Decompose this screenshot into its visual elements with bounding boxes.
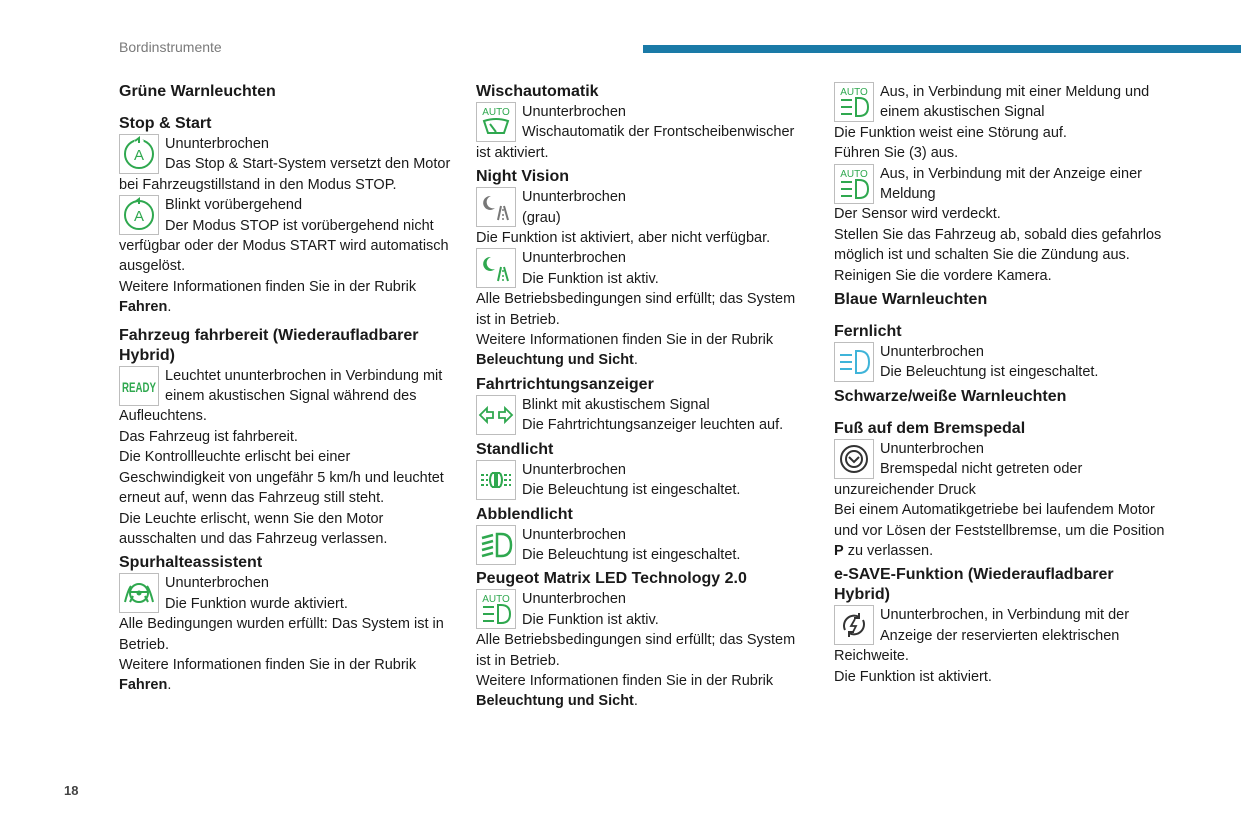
esave-p1: Die Funktion ist aktiviert.: [834, 668, 992, 685]
auto-light-p5: Reinigen Sie die vordere Kamera.: [834, 267, 1052, 284]
night-vision-p1: Die Funktion ist aktiviert, aber nicht verfügbar.: [476, 230, 771, 247]
stop-start-status-1: Ununterbrochen: [165, 136, 269, 152]
ready-p3: Die Leuchte erlischt, wenn Sie den Motor ausschalten und das Fahrzeug verlassen.: [119, 510, 388, 547]
matrix-led-text: Die Funktion ist aktiv.: [522, 611, 659, 628]
turn-signal-text: Die Fahrtrichtungsanzeiger leuchten auf.: [522, 417, 784, 434]
period: .: [167, 677, 172, 694]
parking-light-entry: [476, 460, 806, 501]
stop-start-text-1: Das Stop & Start-System versetzt den Motor bei Fahrzeugstillstand in den Modus STOP.: [119, 156, 451, 193]
black-white-warning-lights-title: Schwarze/weiße Warnleuchten: [834, 387, 1067, 405]
more-info-ref: Fahren: [119, 677, 168, 694]
lane-entry: [119, 573, 454, 614]
brake-pedal-p1: [834, 500, 1169, 561]
more-info-ref: Beleuchtung und Sicht: [476, 693, 634, 710]
matrix-led-heading: Peugeot Matrix LED Technology 2.0: [476, 570, 747, 588]
matrix-led-p1: Alle Betriebsbedingungen sind erfüllt; das System ist in Betrieb.: [476, 632, 796, 669]
wiper-text: Wischautomatik der Frontscheibenwischer ist aktiviert.: [476, 124, 795, 161]
stop-start-blink-icon: [119, 195, 159, 235]
brake-pedal-icon: [834, 439, 874, 479]
auto-label: AUTO: [482, 594, 510, 606]
night-vision-grey-icon: [476, 187, 516, 227]
auto-light-p2: Führen Sie (3) aus.: [834, 145, 959, 162]
matrix-led-entry: [476, 589, 806, 630]
brake-pedal-entry: [834, 439, 1169, 500]
dipped-beam-icon: [476, 525, 516, 565]
high-beam-entry: [834, 342, 1169, 383]
auto-light-off-entry-2: [834, 164, 1169, 205]
night-vision-text-1: (grau): [522, 209, 561, 226]
night-vision-status-2: Ununterbrochen: [522, 250, 626, 267]
turn-signal-entry: [476, 395, 806, 436]
dipped-beam-entry: [476, 525, 806, 566]
lane-assist-icon: [119, 573, 159, 613]
ready-p2: Die Kontrollleuchte erlischt bei einer Geschwindigkeit von ungefähr 5 km/h und leuchtet erneut auf, wenn das Fahrzeug still steht.: [119, 449, 444, 507]
high-beam-icon: [834, 342, 874, 382]
brake-pedal-status: Ununterbrochen: [880, 440, 984, 457]
ready-icon-label: READY: [122, 378, 157, 395]
column-1: [119, 82, 454, 696]
parking-light-heading: Standlicht: [476, 440, 554, 458]
gear-position-p: P: [834, 542, 844, 559]
night-vision-text-2: Die Funktion ist aktiv.: [522, 270, 659, 287]
ready-status: Leuchtet ununterbrochen in Verbindung mit einem akustischen Signal während des Aufleuchtens.: [119, 367, 443, 425]
brake-pedal-p1-text: Bei einem Automatikgetriebe bei laufendem Motor und vor Lösen der Feststellbremse, um die Position: [834, 502, 1165, 539]
stop-start-text-2: Der Modus STOP ist vorübergehend nicht verfügbar oder der Modus START wird automatisch ausgelöst.: [119, 217, 449, 275]
parking-light-status: Ununterbrochen: [522, 461, 626, 478]
ready-p1: Das Fahrzeug ist fahrbereit.: [119, 428, 298, 445]
auto-light-off-entry-1: [834, 82, 1169, 123]
stop-start-entry-1: [119, 134, 454, 195]
high-beam-heading: Fernlicht: [834, 323, 902, 341]
night-vision-entry-2: [476, 248, 806, 289]
matrix-led-status: Ununterbrochen: [522, 591, 626, 608]
column-3: [834, 82, 1169, 687]
svg-text:A: A: [133, 208, 145, 226]
auto-light-status-1: Aus, in Verbindung mit einer Meldung und einem akustischen Signal: [880, 84, 1150, 121]
auto-label: AUTO: [840, 87, 868, 98]
auto-light-p4: Stellen Sie das Fahrzeug ab, sobald dies gefahrlos möglich ist und schalten Sie die Zündung aus.: [834, 226, 1162, 264]
blue-warning-lights-title: Blaue Warnleuchten: [834, 291, 988, 309]
more-info-ref: Beleuchtung und Sicht: [476, 352, 634, 369]
parking-light-text: Die Beleuchtung ist eingeschaltet.: [522, 482, 741, 499]
matrix-led-auto-icon: [476, 589, 516, 629]
stop-start-heading: Stop & Start: [119, 115, 212, 132]
matrix-led-more-info: [476, 671, 806, 712]
dipped-beam-status: Ununterbrochen: [522, 526, 626, 543]
auto-light-p1: Die Funktion weist eine Störung auf.: [834, 124, 1067, 141]
dipped-beam-heading: Abblendlicht: [476, 505, 573, 523]
page-number: 18: [64, 783, 79, 798]
period: .: [633, 693, 638, 710]
period: .: [167, 299, 172, 316]
auto-light-p3: Der Sensor wird verdeckt.: [834, 206, 1001, 223]
period: .: [633, 352, 638, 369]
brake-pedal-p1-end: zu verlassen.: [847, 542, 934, 559]
lane-heading: Spurhalteassistent: [119, 554, 263, 572]
lane-more-info: [119, 655, 454, 696]
parking-light-icon: [476, 460, 516, 500]
wiper-entry: [476, 102, 806, 163]
brake-pedal-text: Bremspedal nicht getreten oder unzureichender Druck: [834, 461, 1083, 498]
esave-heading: e-SAVE-Funktion (Wiederaufladbarer Hybrid): [834, 566, 1114, 604]
more-info-text: Weitere Informationen finden Sie in der Rubrik: [119, 278, 417, 295]
esave-entry: [834, 605, 1169, 666]
lane-p1: Alle Bedingungen wurden erfüllt: Das System ist in Betrieb.: [119, 616, 444, 653]
auto-label: AUTO: [482, 107, 510, 118]
lane-text: Die Funktion wurde aktiviert.: [165, 595, 348, 612]
ready-entry: [119, 366, 454, 427]
dipped-beam-text: Die Beleuchtung ist eingeschaltet.: [522, 546, 741, 563]
wiper-status: Ununterbrochen: [522, 104, 626, 120]
esave-icon: [834, 605, 874, 645]
night-vision-p2: Alle Betriebsbedingungen sind erfüllt; das System ist in Betrieb.: [476, 291, 796, 328]
green-warning-lights-title: Grüne Warnleuchten: [119, 83, 276, 100]
auto-label: AUTO: [840, 168, 868, 180]
night-vision-more-info: [476, 330, 806, 371]
more-info-text: Weitere Informationen finden Sie in der Rubrik: [476, 332, 774, 349]
stop-start-entry-2: [119, 195, 454, 277]
more-info-text: Weitere Informationen finden Sie in der Rubrik: [119, 656, 417, 673]
night-vision-heading: Night Vision: [476, 168, 570, 186]
wiper-heading: Wischautomatik: [476, 83, 599, 100]
night-vision-green-icon: [476, 248, 516, 288]
section-label: Bordinstrumente: [119, 39, 222, 55]
brake-pedal-heading: Fuß auf dem Bremspedal: [834, 419, 1026, 437]
svg-text:A: A: [133, 147, 145, 164]
auto-light-icon-1: [834, 82, 874, 122]
turn-signal-icon: [476, 395, 516, 435]
high-beam-text: Die Beleuchtung ist eingeschaltet.: [880, 364, 1099, 381]
header-accent-bar: [643, 45, 1241, 53]
ready-heading: Fahrzeug fahrbereit (Wiederaufladbarer Hybrid): [119, 326, 419, 364]
more-info-ref: Fahren: [119, 299, 168, 316]
auto-wiper-icon: [476, 102, 516, 142]
turn-signal-heading: Fahrtrichtungsanzeiger: [476, 375, 654, 393]
more-info-text: Weitere Informationen finden Sie in der Rubrik: [476, 672, 774, 689]
esave-status: Ununterbrochen, in Verbindung mit der Anzeige der reservierten elektrischen Reichweite.: [834, 607, 1130, 665]
stop-start-more-info: [119, 277, 454, 318]
ready-icon: [119, 366, 159, 406]
auto-light-status-2: Aus, in Verbindung mit der Anzeige einer Meldung: [880, 165, 1142, 203]
stop-start-icon: [119, 134, 159, 174]
column-2: [476, 82, 806, 712]
stop-start-status-2: Blinkt vorübergehend: [165, 197, 303, 214]
night-vision-status-1: Ununterbrochen: [522, 189, 626, 206]
night-vision-entry-1: [476, 187, 806, 228]
high-beam-status: Ununterbrochen: [880, 344, 984, 361]
turn-signal-status: Blinkt mit akustischem Signal: [522, 396, 710, 413]
auto-light-icon-2: [834, 164, 874, 204]
lane-status: Ununterbrochen: [165, 575, 269, 592]
